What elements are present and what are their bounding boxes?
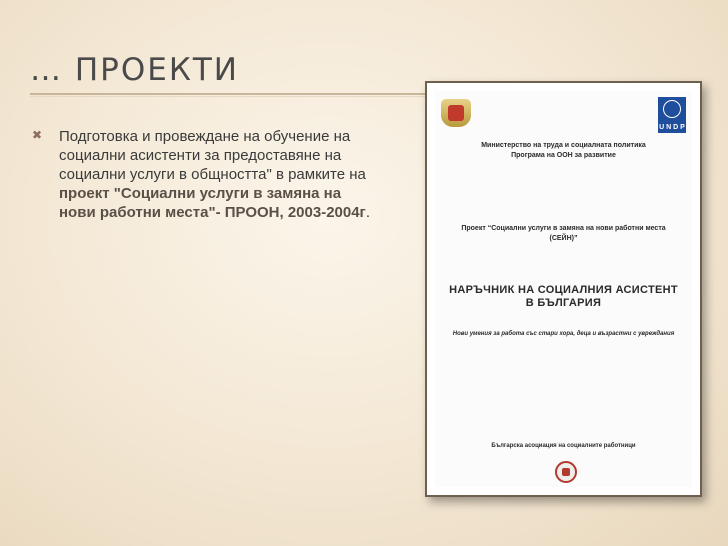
book-cover-page <box>435 91 692 487</box>
bullet-list <box>32 127 377 222</box>
bullet-x-icon: ✖ <box>32 128 43 142</box>
undp-logo-icon <box>658 97 686 133</box>
bullet-item <box>59 127 377 222</box>
cover-subtitle: Нови умения за работа със стари хора, деца и възрастни с увреждания <box>452 331 675 337</box>
bulgaria-emblem-icon <box>441 99 471 127</box>
bullet-text-end: . <box>365 204 370 221</box>
cover-association: Българска асоциация на социалните работници <box>491 443 636 449</box>
cover-handbook-title: НАРЪЧНИК НА СОЦИАЛНИЯ АСИСТЕНТ В БЪЛГАРИЯ <box>449 284 678 309</box>
undp-logo-label: U N D P <box>659 124 685 131</box>
cover-project: Проект “Социални услуги в замяна на нови работни места (СЕЙН)” <box>461 225 666 242</box>
association-logo-icon <box>555 461 577 483</box>
bullet-text-plain: Подготовка и провеждане на обучение на социални асистенти за предоставяне на социални услуги в общността" в рамките на <box>59 128 366 183</box>
cover-ministry: Министерство на труда и социалната политика Програма на ООН за развитие <box>435 141 692 161</box>
slide-title: … ПРОЕКТИ <box>30 52 239 88</box>
bullet-text-emphasis: проект "Социални услуги в замяна на нови работни места"- ПРООН, 2003-2004г <box>59 185 366 221</box>
book-cover-image <box>425 81 702 497</box>
cover-program: Програма на ООН за развитие <box>511 152 616 159</box>
